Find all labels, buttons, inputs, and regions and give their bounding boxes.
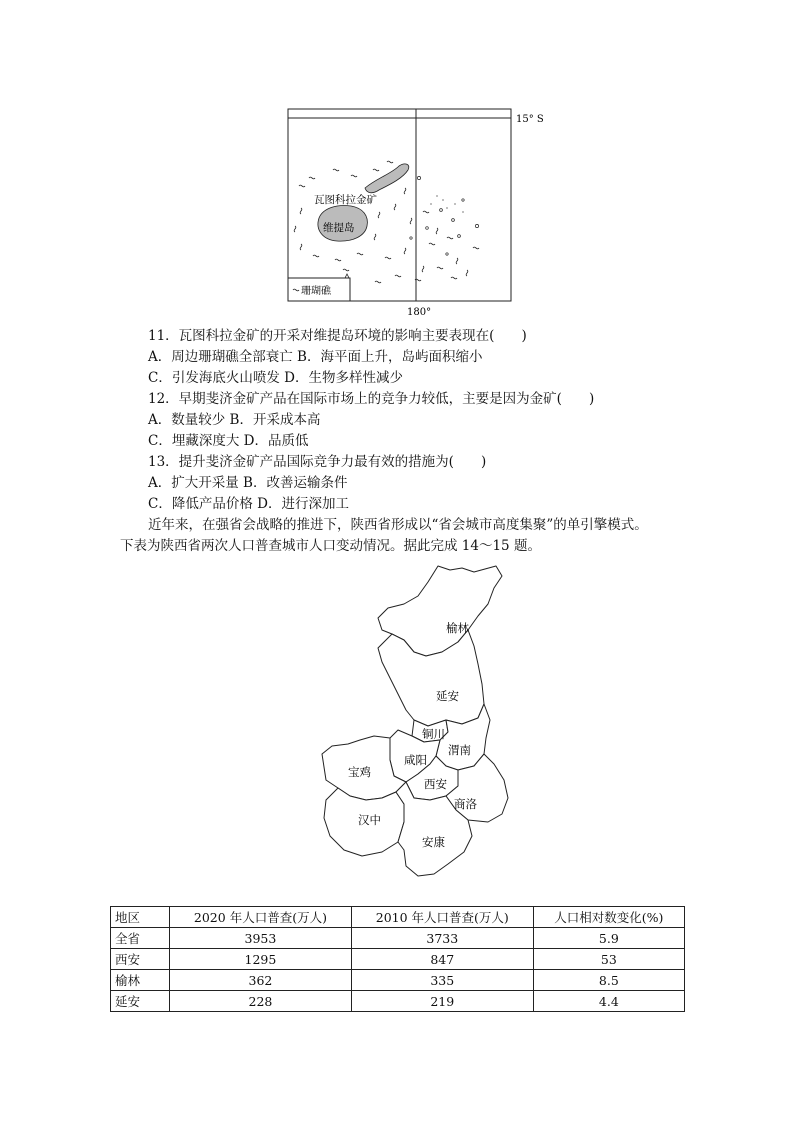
intro-line-1: 近年来，在强省会战略的推进下，陕西省形成以“省会城市高度集聚”的单引擎模式。: [148, 517, 648, 533]
cell-change: 4.4: [533, 991, 684, 1012]
question-11-options-ab: A．周边珊瑚礁全部衰亡 B．海平面上升，岛屿面积缩小: [148, 349, 483, 365]
question-12-options-cd: C．埋藏深度大 D．品质低: [148, 433, 309, 449]
cell-change: 8.5: [533, 970, 684, 991]
question-13-stem: 13．提升斐济金矿产品国际竞争力最有效的措施为( ): [148, 454, 487, 470]
label-weinan: 渭南: [448, 743, 471, 757]
table-header-row: [111, 907, 685, 928]
table-row: [111, 949, 685, 970]
cell-change: 5.9: [533, 928, 684, 949]
question-12-options-ab: A．数量较少 B．开采成本高: [148, 412, 321, 428]
question-13-options-cd: C．降低产品价格 D．进行深加工: [148, 496, 349, 512]
cell-2020: 228: [170, 991, 352, 1012]
question-13-options-ab: A．扩大开采量 B．改善运输条件: [148, 475, 348, 491]
population-table: [110, 906, 685, 1012]
cell-2010: 335: [351, 970, 533, 991]
label-shangluo: 商洛: [454, 797, 477, 811]
cell-region: 全省: [111, 928, 170, 949]
coral-legend-label: 珊瑚礁: [301, 286, 331, 297]
label-yulin: 榆林: [446, 621, 469, 635]
longitude-label: 180°: [407, 307, 432, 318]
table-row: [111, 991, 685, 1012]
shaanxi-map: [318, 560, 526, 884]
label-xian: 西安: [424, 777, 447, 791]
header-2010: 2010 年人口普查(万人): [351, 907, 533, 928]
cell-region: 榆林: [111, 970, 170, 991]
island-label: 维提岛: [323, 222, 355, 234]
cell-region: 延安: [111, 991, 170, 1012]
cell-2020: 3953: [170, 928, 352, 949]
cell-2010: 219: [351, 991, 533, 1012]
label-hanzhong: 汉中: [358, 813, 381, 827]
header-region: 地区: [111, 907, 170, 928]
table-row: [111, 970, 685, 991]
cell-2020: 362: [170, 970, 352, 991]
question-11-options-cd: C．引发海底火山喷发 D．生物多样性减少: [148, 370, 403, 386]
cell-region: 西安: [111, 949, 170, 970]
fiji-map: [287, 108, 549, 318]
label-xianyang: 咸阳: [404, 753, 427, 767]
gold-mine-label: 瓦图科拉金矿: [314, 194, 377, 206]
header-2020: 2020 年人口普查(万人): [170, 907, 352, 928]
question-11-stem: 11．瓦图科拉金矿的开采对维提岛环境的影响主要表现在( ): [148, 328, 527, 344]
cell-2010: 3733: [351, 928, 533, 949]
label-yanan: 延安: [436, 689, 459, 703]
cell-2010: 847: [351, 949, 533, 970]
header-change: 人口相对数变化(%): [533, 907, 684, 928]
cell-2020: 1295: [170, 949, 352, 970]
intro-line-2: 下表为陕西省两次人口普查城市人口变动情况。据此完成 14～15 题。: [120, 538, 541, 554]
question-12-stem: 12．早期斐济金矿产品在国际市场上的竞争力较低，主要是因为金矿( ): [148, 391, 595, 407]
label-ankang: 安康: [422, 835, 445, 849]
label-tongchuan: 铜川: [422, 727, 445, 741]
cell-change: 53: [533, 949, 684, 970]
table-row: [111, 928, 685, 949]
latitude-label: 15° S: [516, 114, 544, 125]
label-baoji: 宝鸡: [348, 765, 371, 779]
